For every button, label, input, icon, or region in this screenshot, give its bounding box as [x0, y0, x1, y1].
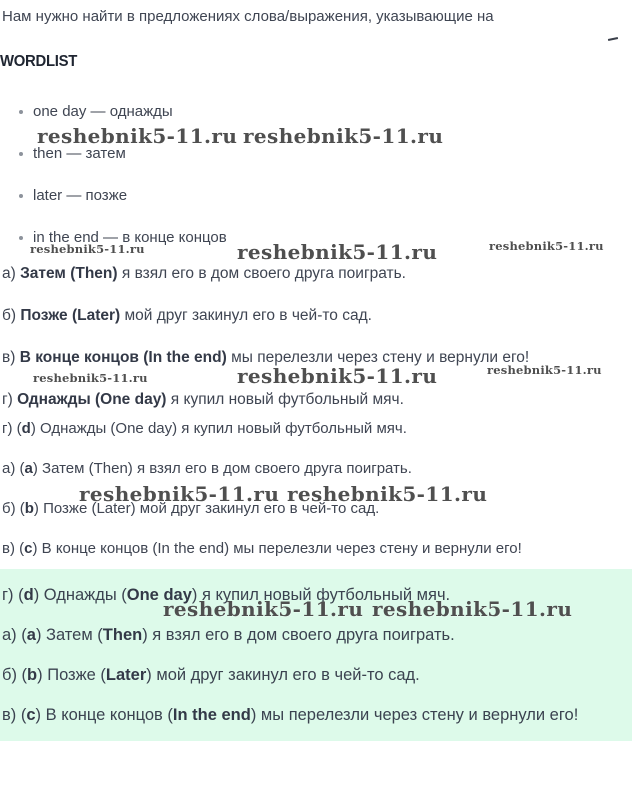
bullet-icon [19, 194, 23, 198]
intro-text: Нам нужно найти в предложениях слова/выражения, указывающие на [2, 8, 494, 25]
list-item [0, 217, 632, 259]
answer-line [0, 449, 632, 489]
answer-keyword: Later [105, 666, 147, 685]
answer-keyword: a [26, 626, 36, 645]
answer-text: я взял его в дом своего друга поиграть. [117, 265, 406, 283]
answer-text: в) [2, 349, 20, 367]
answer-text: ) я взял его в дом своего друга поиграть. [142, 626, 455, 645]
watermark: reshebnik5-11.ru [163, 597, 364, 621]
answer-text: ) мы перелезли через стену и вернули его! [250, 706, 579, 725]
answer-text: ) Однажды (One day) я купил новый футбольный мяч. [30, 420, 407, 438]
wordlist-entry: in the end — в конце концов [33, 229, 227, 247]
answers-group-highlighted [0, 569, 632, 741]
answer-text: ) В конце концов ( [35, 706, 173, 725]
answer-line [0, 409, 632, 449]
dash-mark [608, 37, 618, 41]
answer-text: мы перелезли через стену и вернули его! [226, 349, 530, 367]
wordlist-entry: then — затем [33, 145, 126, 163]
wordlist [0, 91, 632, 259]
answer-line [2, 655, 606, 695]
bullet-icon [19, 110, 23, 114]
answer-text: б) ( [2, 666, 28, 685]
watermark: reshebnik5-11.ru [30, 242, 145, 256]
list-item [0, 91, 632, 133]
answer-line [0, 337, 632, 379]
answer-line [0, 529, 632, 569]
watermark: reshebnik5-11.ru [237, 240, 438, 264]
answer-text: б) ( [2, 500, 25, 518]
watermark: reshebnik5-11.ru [487, 363, 602, 377]
bullet-icon [19, 152, 23, 156]
watermark: reshebnik5-11.ru [372, 597, 573, 621]
answer-line [0, 253, 632, 295]
watermark: reshebnik5-11.ru [287, 482, 488, 506]
answer-line [0, 489, 632, 529]
answer-keyword: One day [126, 586, 192, 605]
watermark: reshebnik5-11.ru [237, 364, 438, 388]
answer-keyword: d [23, 586, 34, 605]
answer-text: ) Затем (Then) я взял его в дом своего друга поиграть. [32, 460, 412, 478]
answer-text: б) [2, 307, 21, 325]
answers-group-lettered [0, 409, 632, 569]
answer-keyword: Позже (Later) [20, 307, 121, 325]
watermark: reshebnik5-11.ru [489, 239, 604, 253]
wordlist-entry: one day — однажды [33, 103, 173, 121]
answers-group-bold-keywords [0, 253, 632, 421]
watermark: reshebnik5-11.ru [243, 124, 444, 148]
answer-text: ) я купил новый футбольный мяч. [191, 586, 451, 605]
answer-keyword: b [27, 666, 38, 685]
answer-line [2, 575, 606, 615]
answer-keyword: Затем (Then) [20, 265, 118, 283]
answer-keyword: c [24, 540, 33, 558]
answer-keyword: Then [102, 626, 143, 645]
answer-text: ) мой друг закинул его в чей-то сад. [146, 666, 420, 685]
answer-text: ) Позже ( [37, 666, 106, 685]
answer-text: ) Позже (Later) мой друг закинул его в чей-то сад. [33, 500, 380, 518]
answer-text: мой друг закинул его в чей-то сад. [120, 307, 372, 325]
answer-keyword: a [24, 460, 33, 478]
answer-text: в) ( [2, 540, 25, 558]
list-item [0, 133, 632, 175]
answer-text: ) Затем ( [35, 626, 103, 645]
answer-keyword: Однажды (One day) [17, 391, 167, 409]
answer-line [2, 695, 606, 735]
answer-keyword: In the end [172, 706, 251, 725]
answer-text: в) ( [2, 706, 27, 725]
answer-text: г) [2, 391, 18, 409]
answer-keyword: d [21, 420, 31, 438]
answer-text: а) [2, 265, 21, 283]
answer-text: г) ( [2, 420, 22, 438]
watermark: reshebnik5-11.ru [33, 371, 148, 385]
answer-keyword: В конце концов (In the end) [19, 349, 227, 367]
answer-text: ) Однажды ( [33, 586, 127, 605]
answer-keyword: b [24, 500, 34, 518]
answer-line [0, 295, 632, 337]
watermark: reshebnik5-11.ru [37, 124, 238, 148]
answer-text: а) ( [2, 460, 25, 478]
wordlist-entry: later — позже [33, 187, 128, 205]
answer-text: я купил новый футбольный мяч. [166, 391, 404, 409]
answer-text: ) В конце концов (In the end) мы перелезли через стену и вернули его! [32, 540, 522, 558]
list-item [0, 175, 632, 217]
bullet-icon [19, 236, 23, 240]
answer-line [2, 615, 606, 655]
answer-keyword: c [26, 706, 36, 725]
answer-text: а) ( [2, 626, 27, 645]
watermark: reshebnik5-11.ru [79, 482, 280, 506]
wordlist-heading: WORDLIST [0, 53, 78, 71]
answer-text: г) ( [2, 586, 24, 605]
